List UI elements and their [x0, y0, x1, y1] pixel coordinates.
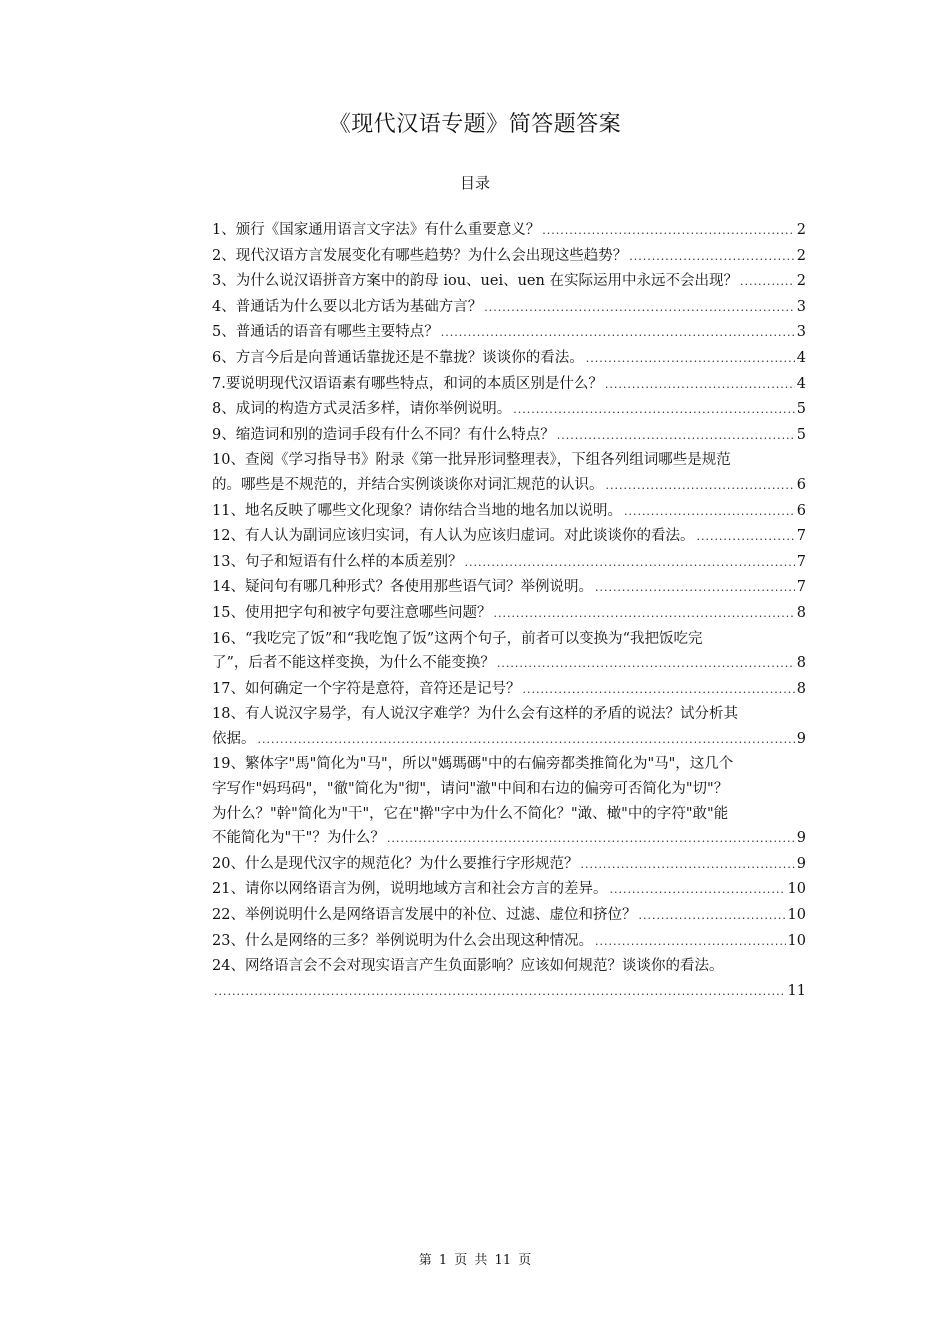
dot-leader — [580, 853, 794, 878]
toc-entry-text: 8、成词的构造方式灵活多样，请你举例说明。 — [212, 401, 512, 418]
toc-entry[interactable] — [212, 269, 806, 295]
toc-entry-line — [212, 550, 806, 576]
toc-entry-text: 12、有人认为副词应该归实词，有人认为应该归虚词。对此谈谈你的看法。 — [212, 528, 695, 545]
toc-entry-text: 5、普通话的语音有哪些主要特点？ — [212, 324, 439, 341]
toc-entry-text: 6、方言今后是向普通话靠拢还是不靠拢？谈谈你的看法。 — [212, 349, 584, 366]
toc-entry-text: 16、“我吃完了饭”和“我吃饱了饭”这两个句子，前者可以变换为“我把饭吃完 — [212, 630, 703, 647]
toc-page-number: 10 — [787, 881, 806, 898]
toc-entry-line — [212, 269, 806, 295]
toc-entry-text: 20、什么是现代汉字的规范化？为什么要推行字形规范？ — [212, 855, 579, 872]
toc-page-number: 4 — [796, 375, 806, 392]
toc-entry-text: 不能简化为"干"？为什么？ — [212, 830, 385, 847]
toc-entry-line — [212, 601, 806, 627]
toc-page-number: 5 — [796, 401, 806, 418]
toc-page-number: 8 — [796, 680, 806, 697]
toc-entry-text: 2、现代汉语方言发展变化有哪些趋势？为什么会出现这些趋势？ — [212, 247, 628, 264]
toc-page-number: 6 — [796, 502, 806, 519]
toc-entry[interactable] — [212, 397, 806, 423]
toc-entry[interactable] — [212, 244, 806, 270]
dot-leader — [740, 270, 795, 295]
toc-entry-line — [212, 346, 806, 372]
toc-page-number: 3 — [796, 298, 806, 315]
toc-page-number: 4 — [796, 349, 806, 366]
toc-entry-line — [212, 372, 806, 398]
toc-entry-text: 13、句子和短语有什么样的本质差别？ — [212, 553, 463, 570]
dot-leader — [258, 728, 795, 753]
toc-entry[interactable] — [212, 929, 806, 955]
dot-leader — [493, 602, 794, 627]
toc-entry[interactable] — [212, 372, 806, 398]
toc-entry[interactable] — [212, 601, 806, 627]
toc-page-number: 2 — [796, 247, 806, 264]
toc-page-number: 7 — [796, 553, 806, 570]
table-of-contents — [212, 218, 806, 1004]
toc-entry-text: 11、地名反映了哪些文化现象？请你结合当地的地名加以说明。 — [212, 502, 622, 519]
dot-leader — [595, 576, 795, 601]
toc-entry-line — [212, 979, 806, 1005]
toc-entry-text: 字写作"妈玛码"，"徹"简化为"彻"，请问"澈"中间和右边的偏旁可否简化为"切"？ — [212, 781, 729, 798]
toc-entry[interactable] — [212, 677, 806, 703]
dot-leader — [464, 551, 794, 576]
dot-leader — [387, 827, 795, 852]
toc-entry-line — [212, 218, 806, 244]
toc-entry-text: 9、缩造词和别的造词手段有什么不同？有什么特点？ — [212, 426, 555, 443]
toc-entry-line — [212, 903, 806, 929]
toc-entry[interactable] — [212, 295, 806, 321]
toc-entry-text: 为什么？"幹"简化为"干"，它在"擀"字中为什么不简化？"澉、橄"中的字符"敢"能 — [212, 805, 729, 822]
toc-entry-text: 的。哪些是不规范的，并结合实例谈谈你对词汇规范的认识。 — [212, 476, 604, 493]
document-title: 《现代汉语专题》简答题答案 — [328, 112, 622, 137]
toc-page-number: 7 — [796, 528, 806, 545]
toc-page-number: 8 — [796, 655, 806, 672]
toc-entry-text: 1、颁行《国家通用语言文字法》有什么重要意义？ — [212, 222, 541, 238]
toc-entry[interactable] — [212, 575, 806, 601]
toc-entry-text: 4、普通话为什么要以北方话为基础方言？ — [212, 298, 483, 315]
toc-entry-text: 3、为什么说汉语拼音方案中的韵母 iou、uei、uen 在实际运用中永远不会出现？ — [212, 273, 738, 290]
toc-entry-text: 22、举例说明什么是网络语言发展中的补位、过滤、虚位和挤位？ — [212, 907, 637, 924]
toc-entry-line — [212, 826, 806, 852]
dot-leader — [522, 678, 794, 703]
toc-entry[interactable] — [212, 218, 806, 244]
toc-entry-line — [212, 651, 806, 677]
dot-leader — [513, 398, 795, 423]
toc-page-number: 10 — [787, 907, 806, 924]
toc-page-number: 6 — [796, 476, 806, 493]
dot-leader — [595, 930, 786, 955]
toc-entry[interactable] — [212, 320, 806, 346]
toc-entry-text: 15、使用把字句和被字句要注意哪些问题？ — [212, 604, 492, 621]
toc-entry-line — [212, 877, 806, 903]
toc-entry-text: 14、疑问句有哪几种形式？各使用那些语气词？举例说明。 — [212, 579, 593, 596]
toc-entry[interactable] — [212, 954, 806, 1004]
dot-leader — [214, 980, 786, 1005]
toc-page-number: 9 — [796, 830, 806, 847]
dot-leader — [484, 296, 795, 321]
toc-entry-text: 24、网络语言会不会对现实语言产生负面影响？应该如何规范？谈谈你的看法。 — [212, 958, 724, 975]
toc-page-number: 7 — [796, 579, 806, 596]
toc-entry[interactable] — [212, 702, 806, 752]
dot-leader — [606, 474, 795, 499]
toc-entry-text: 了”，后者不能这样变换，为什么不能变换？ — [212, 655, 495, 672]
toc-entry-line — [212, 852, 806, 878]
page-footer: 第 1 页 共 11 页 — [418, 1253, 532, 1268]
toc-heading: 目录 — [459, 174, 490, 192]
toc-page-number: 3 — [796, 324, 806, 341]
toc-page-number: 9 — [796, 855, 806, 872]
toc-entry-line — [212, 423, 806, 449]
dot-leader — [605, 373, 795, 398]
dot-leader — [542, 219, 795, 244]
toc-entry-line — [212, 473, 806, 499]
toc-entry-text: 18、有人说汉字易学，有人说汉字难学？为什么会有这样的矛盾的说法？试分析其 — [212, 706, 738, 723]
toc-entry[interactable] — [212, 423, 806, 449]
toc-entry-text: 19、繁体字"馬"简化为"马"，所以"媽瑪碼"中的右偏旁都类推简化为"马"，这几个 — [212, 756, 734, 773]
toc-entry-line — [212, 320, 806, 346]
toc-entry-text: 17、如何确定一个字符是意符，音符还是记号？ — [212, 680, 521, 697]
toc-entry-line — [212, 727, 806, 753]
toc-entry[interactable] — [212, 524, 806, 550]
toc-entry-line — [212, 295, 806, 321]
toc-entry[interactable] — [212, 499, 806, 525]
dot-leader — [624, 500, 795, 525]
toc-entry[interactable] — [212, 852, 806, 878]
dot-leader — [696, 525, 794, 550]
toc-entry-line — [212, 677, 806, 703]
toc-entry[interactable] — [212, 448, 806, 498]
dot-leader — [586, 347, 795, 372]
toc-page-number: 10 — [787, 932, 806, 949]
dot-leader — [441, 321, 795, 346]
toc-entry[interactable] — [212, 877, 806, 903]
toc-entry-text: 7.要说明现代汉语语素有哪些特点，和词的本质区别是什么？ — [212, 375, 603, 392]
toc-page-number: 5 — [796, 426, 806, 443]
toc-entry[interactable] — [212, 627, 806, 677]
toc-entry-line — [212, 397, 806, 423]
dot-leader — [638, 904, 785, 929]
dot-leader — [609, 878, 785, 903]
toc-entry-text: 依据。 — [212, 730, 256, 747]
toc-page-number: 11 — [787, 982, 806, 999]
toc-entry-text: 23、什么是网络的三多？举例说明为什么会出现这种情况。 — [212, 932, 593, 949]
toc-entry-line — [212, 575, 806, 601]
dot-leader — [557, 424, 795, 449]
toc-entry[interactable] — [212, 346, 806, 372]
toc-entry[interactable] — [212, 903, 806, 929]
toc-entry-line — [212, 524, 806, 550]
dot-leader — [497, 652, 795, 677]
dot-leader — [629, 245, 795, 270]
toc-page-number: 2 — [796, 222, 806, 238]
toc-page-number: 9 — [796, 730, 806, 747]
toc-entry-text: 21、请你以网络语言为例，说明地域方言和社会方言的差异。 — [212, 881, 608, 898]
toc-entry[interactable] — [212, 550, 806, 576]
toc-entry[interactable] — [212, 752, 806, 851]
toc-entry-text: 10、查阅《学习指导书》附录《第一批异形词整理表》，下组各列组词哪些是规范 — [212, 452, 731, 469]
toc-page-number: 2 — [796, 273, 806, 290]
toc-entry-line — [212, 929, 806, 955]
toc-entry-line — [212, 499, 806, 525]
toc-entry-line — [212, 244, 806, 270]
toc-page-number: 8 — [796, 604, 806, 621]
